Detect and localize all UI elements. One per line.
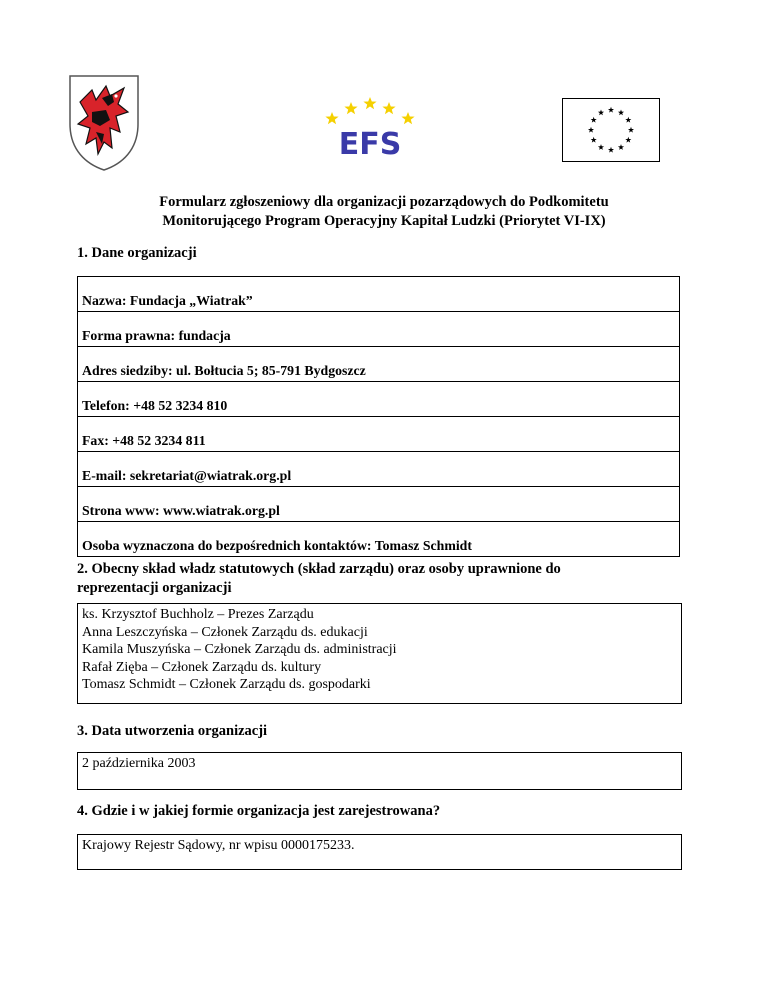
efs-logo: [318, 96, 422, 158]
section-2-heading-line-2: reprezentacji organizacji: [77, 580, 232, 596]
org-phone-field: Telefon: +48 52 3234 810: [78, 382, 680, 417]
section-1-heading: 1. Dane organizacji: [77, 245, 197, 261]
org-email-field: E-mail: sekretariat@wiatrak.org.pl: [78, 452, 680, 487]
board-member-item: Tomasz Schmidt – Członek Zarządu ds. gospodarki: [82, 677, 371, 692]
registration-box: [77, 834, 682, 870]
coat-of-arms-logo: [66, 72, 142, 172]
section-2-heading-line-1: 2. Obecny skład władz statutowych (skład zarządu) oraz osoby uprawnione do: [77, 561, 561, 577]
organization-data-table: [77, 276, 680, 557]
form-title: [40, 193, 728, 231]
board-member-item: Anna Leszczyńska – Członek Zarządu ds. edukacji: [82, 624, 368, 640]
section-2-heading: [77, 560, 677, 598]
form-title-line-1: Formularz zgłoszeniowy dla organizacji pozarządowych do Podkomitetu: [159, 194, 609, 210]
board-members-box: [77, 603, 682, 704]
form-title-line-2: Monitorującego Program Operacyjny Kapitał Ludzki (Priorytet VI-IX): [162, 213, 606, 229]
board-member-item: Rafał Zięba – Członek Zarządu ds. kultury: [82, 659, 322, 675]
registration-value: Krajowy Rejestr Sądowy, nr wpisu 0000175233.: [82, 838, 355, 853]
board-member-item: Kamila Muszyńska – Członek Zarządu ds. administracji: [82, 642, 397, 657]
org-address-field: Adres siedziby: ul. Bołtucia 5; 85-791 Bydgoszcz: [78, 347, 680, 382]
org-contact-person-field: Osoba wyznaczona do bezpośrednich kontaktów: Tomasz Schmidt: [78, 522, 680, 557]
org-fax-field: Fax: +48 52 3234 811: [78, 417, 680, 452]
section-4-heading: 4. Gdzie i w jakiej formie organizacja jest zarejestrowana?: [77, 803, 441, 819]
founding-date-value: 2 października 2003: [82, 756, 196, 771]
eu-flag-logo: [562, 98, 660, 162]
founding-date-box: [77, 752, 682, 790]
org-website-field: Strona www: www.wiatrak.org.pl: [78, 487, 680, 522]
org-name-field: Nazwa: Fundacja „Wiatrak”: [78, 277, 680, 312]
section-3-heading: 3. Data utworzenia organizacji: [77, 723, 268, 739]
efs-logo-text: EFS: [338, 127, 402, 158]
board-member-item: ks. Krzysztof Buchholz – Prezes Zarządu: [82, 607, 314, 622]
org-legal-form-field: Forma prawna: fundacja: [78, 312, 680, 347]
